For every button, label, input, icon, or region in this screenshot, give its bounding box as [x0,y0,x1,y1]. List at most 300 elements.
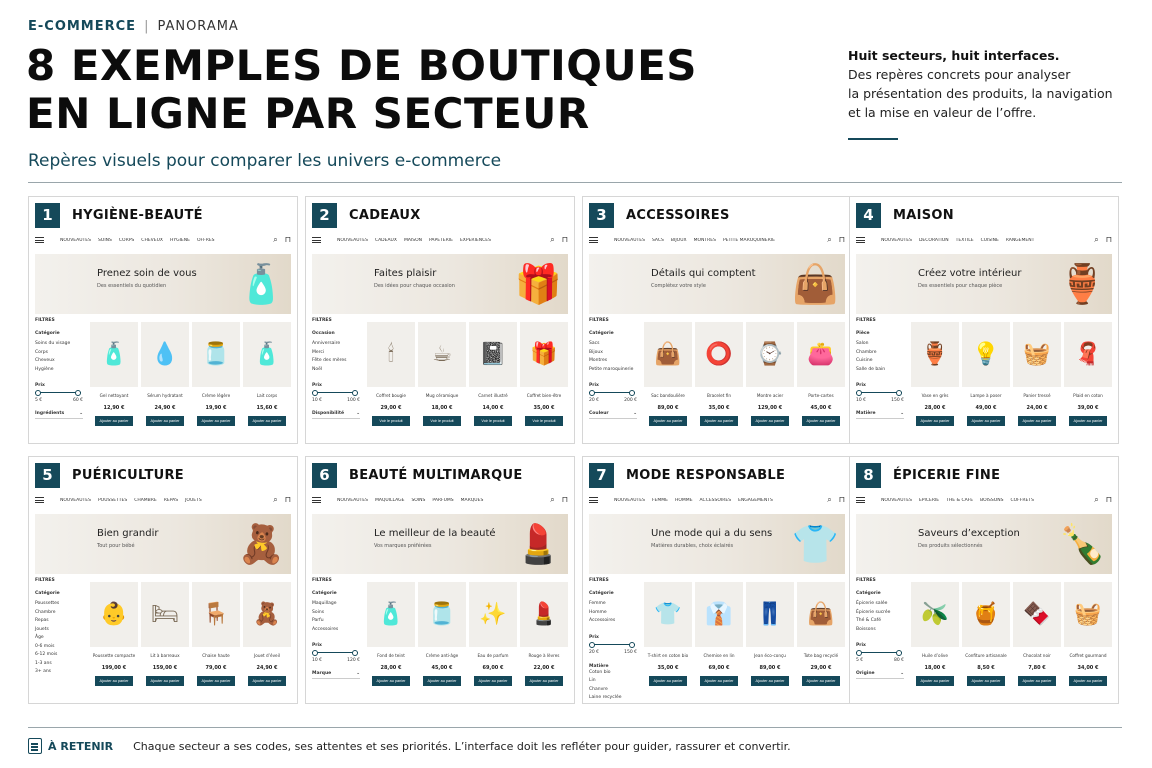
bottom-divider [28,727,1122,728]
add-to-cart-button[interactable]: Ajouter au panier [916,676,954,686]
nav-item[interactable]: CUISINE [980,237,999,243]
product-card[interactable] [192,322,240,426]
filter-option[interactable]: Chambre [856,349,877,355]
product-image[interactable]: 🏺 [911,322,959,387]
page-subtitle: Repères visuels pour comparer les univers e-commerce [28,151,502,171]
nav-item[interactable]: CADEAUX [374,237,397,243]
product-card[interactable] [243,582,291,686]
bag-icon[interactable]: ⊓ [284,235,291,244]
add-to-cart-button[interactable]: Ajouter au panier [423,676,461,686]
price-max: 80 € [893,658,904,663]
filter-option[interactable]: 3+ ans [35,669,52,674]
product-name[interactable]: Montre acier [756,393,784,398]
add-to-cart-button[interactable]: Ajouter au panier [751,416,789,426]
product-image[interactable]: 👶 [90,582,138,647]
card-header [35,202,203,228]
price-max: 200 € [624,398,637,403]
add-to-cart-button[interactable]: Ajouter au panier [700,416,738,426]
menu-icon[interactable] [856,237,865,243]
menu-icon[interactable] [35,237,44,243]
hero-banner[interactable] [589,254,845,314]
product-image[interactable]: ⭕ [695,322,743,387]
filter-option[interactable]: Coton bio [589,669,611,675]
product-name[interactable]: Coffret bougie [376,393,406,398]
product-image[interactable]: ☕ [418,322,466,387]
add-to-cart-button[interactable]: Ajouter au panier [802,676,840,686]
nav-item[interactable]: SOINS [411,497,426,503]
price-min: 10 € [312,658,323,663]
filter-option[interactable]: Corps [35,349,48,355]
filter-option[interactable]: Jouets [35,626,49,632]
filter-option[interactable]: Chanvre [589,686,608,692]
add-to-cart-button[interactable]: Ajouter au panier [1069,416,1107,426]
menu-icon[interactable] [35,497,44,503]
filter-option[interactable]: Noël [312,366,323,372]
filters-title: FILTRES [312,578,332,583]
product-name[interactable]: Eau de parfum [477,653,509,658]
product-card[interactable] [520,322,568,426]
add-to-cart-button[interactable]: Voir le produit [372,416,410,426]
product-name[interactable]: Sac bandoulière [651,393,685,398]
card-number: 6 [312,463,337,488]
nav-item[interactable]: POUSSETTES [97,497,128,503]
product-card[interactable] [695,582,743,686]
product-image[interactable]: 🧣 [1064,322,1112,387]
product-name[interactable]: Mug céramique [425,393,459,398]
product-card[interactable] [746,582,794,686]
add-to-cart-button[interactable]: Ajouter au panier [372,676,410,686]
nav-item[interactable]: OFFRES [196,237,215,243]
product-image[interactable]: 🧺 [1013,322,1061,387]
filter-dropdown[interactable] [856,411,904,419]
product-card[interactable] [418,582,466,686]
product-name[interactable]: T-shirt en coton bio [647,653,689,658]
filter-dropdown[interactable] [312,411,360,419]
product-card[interactable] [367,582,415,686]
hero-title: Saveurs d’exception [918,528,1020,539]
chevron-down-icon: ⌄ [79,411,83,416]
product-card[interactable] [911,582,959,686]
filter-option[interactable]: 1-3 ans [35,660,52,666]
product-card[interactable] [520,582,568,686]
add-to-cart-button[interactable]: Ajouter au panier [751,676,789,686]
product-image[interactable]: 👔 [695,582,743,647]
sector-name: HYGIÈNE-BEAUTÉ [72,207,203,223]
product-card[interactable] [90,322,138,426]
product-image[interactable]: 💡 [962,322,1010,387]
add-to-cart-button[interactable]: Ajouter au panier [916,416,954,426]
price-slider[interactable] [35,392,81,393]
search-icon[interactable]: ⌕ [1094,235,1099,244]
product-name[interactable]: Carnet illustré [478,393,508,398]
add-to-cart-button[interactable]: Ajouter au panier [1018,416,1056,426]
product-card[interactable] [141,582,189,686]
filter-option[interactable]: Accessoires [312,626,339,632]
product-name[interactable]: Crème anti-âge [425,653,459,658]
product-image[interactable]: 🫙 [192,322,240,387]
product-image[interactable]: 🛏 [141,582,189,647]
filter-option[interactable]: Accessoires [589,618,616,623]
nav-item[interactable]: NOUVEAUTÉS [60,497,91,503]
add-to-cart-button[interactable]: Ajouter au panier [197,416,235,426]
product-image[interactable]: 👕 [644,582,692,647]
nav-item[interactable]: CHEVEUX [141,237,163,243]
product-image[interactable]: 🧴 [243,322,291,387]
card-header [312,462,523,488]
product-image[interactable]: 💄 [520,582,568,647]
nav-item[interactable]: REPAS [163,497,179,503]
filter-option[interactable]: Parfu [312,618,324,623]
menu-icon[interactable] [312,497,321,503]
filter-dropdown-label: Matière [856,411,876,416]
product-price: 19,90 € [205,405,227,411]
product-name[interactable]: Coffret bien-être [526,393,562,398]
price-filter-label: Prix [589,383,599,388]
product-image[interactable]: 🫒 [911,582,959,647]
menu-icon[interactable] [856,497,865,503]
product-name[interactable]: Lit à barreaux [150,653,180,658]
product-card[interactable] [1013,582,1061,686]
product-image[interactable]: ✨ [469,582,517,647]
nav-item[interactable]: CORPS [118,237,135,243]
add-to-cart-button[interactable]: Ajouter au panier [146,676,184,686]
card-number: 7 [589,463,614,488]
product-image[interactable]: 👜 [644,322,692,387]
price-range [856,398,904,403]
hero-banner[interactable] [312,254,568,314]
product-name[interactable]: Coffret gourmand [1069,653,1107,658]
product-image[interactable]: 🫙 [418,582,466,647]
bag-icon[interactable]: ⊓ [1105,495,1112,504]
nav-item[interactable]: BIJOUX [670,237,687,243]
product-price: 199,00 € [101,665,127,671]
product-name[interactable]: Chocolat noir [1023,653,1051,658]
product-name[interactable]: Lampe à poser [970,393,1002,398]
price-slider[interactable] [312,392,358,393]
price-slider[interactable] [312,652,358,653]
nav-icons [273,235,291,245]
search-icon[interactable]: ⌕ [1094,495,1099,504]
nav-icons [1094,235,1112,245]
product-image[interactable]: 🎁 [520,322,568,387]
hero-banner[interactable] [312,514,568,574]
filter-option[interactable]: Bijoux [589,349,603,355]
product-card[interactable] [797,582,845,686]
search-icon[interactable]: ⌕ [550,495,555,504]
nav-item[interactable]: NOUVEAUTÉS [614,497,645,503]
product-card[interactable] [243,322,291,426]
product-image[interactable]: 👖 [746,582,794,647]
nav-item[interactable]: DÉCORATION [918,237,949,243]
price-range [856,658,904,663]
nav-item[interactable]: NOUVEAUTÉS [881,237,912,243]
add-to-cart-button[interactable]: Ajouter au panier [248,676,286,686]
product-name[interactable]: Rouge à lèvres [528,653,560,658]
product-name[interactable]: Panier tressé [1023,393,1051,398]
price-slider[interactable] [589,392,635,393]
nav-item[interactable]: MAISON [403,237,422,243]
nav-item[interactable]: HYGIÈNE [169,237,190,243]
filter-option[interactable]: Cheveux [35,358,55,363]
nav-item[interactable]: PARFUMS [432,497,454,503]
nav-item[interactable]: SACS [651,237,664,243]
filter-option[interactable]: Homme [589,609,607,615]
filter-option[interactable]: Salon [856,341,869,346]
nav-item[interactable]: ACCESSOIRES [699,497,732,503]
nav-item[interactable]: MONTRES [693,237,716,243]
nav-item[interactable]: NOUVEAUTÉS [337,497,368,503]
filter-option[interactable]: Soins [312,609,325,615]
product-name[interactable]: Confiture artisanale [965,653,1007,658]
product-card[interactable] [695,322,743,426]
product-card[interactable] [962,322,1010,426]
product-grid [367,582,568,686]
nav-item[interactable]: SOINS [97,237,112,243]
price-slider[interactable] [856,392,902,393]
add-to-cart-button[interactable]: Ajouter au panier [1069,676,1107,686]
add-to-cart-button[interactable]: Ajouter au panier [95,676,133,686]
product-card[interactable] [797,322,845,426]
nav-item[interactable]: FEMME [651,497,668,503]
card-header [35,462,184,488]
nav-item[interactable]: NOUVEAUTÉS [881,497,912,503]
nav-item[interactable]: NOUVEAUTÉS [337,237,368,243]
product-price: 28,00 € [380,665,402,671]
nav-item[interactable]: ÉPICERIE [918,497,940,503]
filter-option[interactable]: Femme [589,601,606,606]
filters-sidebar [35,578,83,677]
filter-option[interactable]: Repas [35,618,49,623]
nav-items [337,238,550,243]
search-icon[interactable]: ⌕ [827,235,832,244]
hero-banner[interactable] [589,514,845,574]
search-icon[interactable]: ⌕ [550,235,555,244]
search-icon[interactable]: ⌕ [273,235,278,244]
product-image[interactable]: 🧴 [90,322,138,387]
product-name[interactable]: Sérum hydratant [147,393,183,398]
nav-item[interactable]: RANGEMENT [1005,237,1035,243]
filter-option[interactable]: Boissons [856,626,876,632]
product-name[interactable]: Plaid en coton [1073,393,1103,398]
product-card[interactable] [962,582,1010,686]
filter-option[interactable]: 6-12 mois [35,652,58,657]
hero-subtitle: Complétez votre style [651,283,706,289]
filter-option[interactable]: Chambre [35,609,56,615]
product-image[interactable]: ⌚ [746,322,794,387]
product-card[interactable] [911,322,959,426]
filter-option[interactable]: Soins du visage [35,341,71,346]
store-card [305,456,575,704]
filter-option[interactable]: Petite maroquinerie [589,366,634,372]
product-image[interactable]: 🧸 [243,582,291,647]
filter-option[interactable]: Poussettes [35,601,60,606]
add-to-cart-button[interactable]: Ajouter au panier [197,676,235,686]
product-price: 45,00 € [431,665,453,671]
card-header [312,202,421,228]
menu-icon[interactable] [589,237,598,243]
filter-option[interactable]: Hygiène [35,366,54,372]
filter-option[interactable]: Lin [589,678,596,683]
nav-item[interactable]: ENGAGEMENTS [738,497,773,503]
kicker-brand: E-COMMERCE [28,19,137,34]
filter-dropdown[interactable] [312,671,360,679]
add-to-cart-button[interactable]: Ajouter au panier [649,416,687,426]
filter-option[interactable]: Épicerie sucrée [856,609,891,615]
nav-item[interactable]: PAPETERIE [429,237,453,243]
filter-option[interactable]: Laine recyclée [589,695,622,700]
nav-item[interactable]: BOISSONS [980,497,1004,503]
filter-option[interactable]: Thé & Café [856,618,881,623]
product-card[interactable] [644,582,692,686]
nav-item[interactable]: MAQUILLAGE [374,497,405,503]
nav-item[interactable]: NOUVEAUTÉS [614,237,645,243]
product-card[interactable] [1064,582,1112,686]
product-card[interactable] [469,582,517,686]
price-filter-label: Prix [35,383,45,388]
filter-option[interactable]: Cuisine [856,358,873,363]
add-to-cart-button[interactable]: Ajouter au panier [802,416,840,426]
bag-icon[interactable]: ⊓ [284,495,291,504]
hero-banner[interactable] [35,514,291,574]
product-price: 49,00 € [975,405,997,411]
nav-item[interactable]: TEXTILE [955,237,974,243]
nav-item[interactable]: PETITE MAROQUINERIE [722,237,775,243]
add-to-cart-button[interactable]: Ajouter au panier [248,416,286,426]
product-name[interactable]: Jouet d’éveil [254,653,280,658]
filter-option[interactable]: Maquillage [312,601,337,606]
price-max: 60 € [72,398,83,403]
product-image[interactable]: 💧 [141,322,189,387]
nav-item[interactable]: CHAMBRE [134,497,157,503]
filter-option[interactable]: Anniversaire [312,341,341,346]
add-to-cart-button[interactable]: Ajouter au panier [1018,676,1056,686]
nav-item[interactable]: MARQUES [460,497,484,503]
product-card[interactable] [469,322,517,426]
add-to-cart-button[interactable]: Voir le produit [423,416,461,426]
filter-option[interactable]: Âge [35,635,44,640]
menu-icon[interactable] [312,237,321,243]
product-name[interactable]: Gel nettoyant [99,393,129,398]
filter-option[interactable]: Salle de bain [856,366,886,372]
add-to-cart-button[interactable]: Ajouter au panier [95,416,133,426]
product-name[interactable]: Jean éco-conçu [754,653,786,658]
product-image[interactable]: 🪑 [192,582,240,647]
add-to-cart-button[interactable]: Voir le produit [525,416,563,426]
nav-item[interactable]: JOUETS [185,497,202,503]
add-to-cart-button[interactable]: Ajouter au panier [700,676,738,686]
nav-item[interactable]: NOUVEAUTÉS [60,237,91,243]
price-slider[interactable] [589,644,635,645]
bag-icon[interactable]: ⊓ [561,235,568,244]
store-card [305,196,575,444]
nav-item[interactable]: COFFRETS [1010,497,1034,503]
hero-banner[interactable] [35,254,291,314]
product-name[interactable]: Fond de teint [377,653,405,658]
add-to-cart-button[interactable]: Ajouter au panier [146,416,184,426]
product-card[interactable] [141,322,189,426]
product-image[interactable]: 👜 [797,582,845,647]
bag-icon[interactable]: ⊓ [838,235,845,244]
filters-sidebar [856,578,904,679]
filter-option[interactable]: Montres [589,358,608,363]
product-card[interactable] [1013,322,1061,426]
product-name[interactable]: Lait corps [256,393,278,398]
product-image[interactable]: 🧺 [1064,582,1112,647]
product-image[interactable]: 🍫 [1013,582,1061,647]
nav-icons [827,495,845,505]
product-card[interactable] [192,582,240,686]
product-card[interactable] [418,322,466,426]
product-card[interactable] [367,322,415,426]
nav-item[interactable]: THÉ & CAFÉ [946,497,974,503]
product-card[interactable] [644,322,692,426]
product-name[interactable]: Crème légère [201,393,231,398]
product-name[interactable]: Huile d’olive [922,653,948,658]
filter-dropdown[interactable] [589,411,637,419]
product-image[interactable]: 📓 [469,322,517,387]
product-name[interactable]: Poussette compacte [92,653,136,658]
product-name[interactable]: Vase en grès [921,393,949,398]
hero-banner[interactable] [856,254,1112,314]
filter-option[interactable]: Sacs [589,341,600,346]
add-to-cart-button[interactable]: Ajouter au panier [967,416,1005,426]
hero-banner[interactable] [856,514,1112,574]
kicker-section: PANORAMA [157,19,239,34]
add-to-cart-button[interactable]: Ajouter au panier [474,676,512,686]
filter-option[interactable]: Merci [312,349,325,355]
search-icon[interactable]: ⌕ [827,495,832,504]
product-name[interactable]: Chemise en lin [703,653,735,658]
filter-option[interactable]: Fête des mères [312,358,347,363]
price-slider[interactable] [856,652,902,653]
menu-icon[interactable] [589,497,598,503]
product-price: 34,00 € [1077,665,1099,671]
add-to-cart-button[interactable]: Ajouter au panier [649,676,687,686]
search-icon[interactable]: ⌕ [273,495,278,504]
product-price: 18,00 € [431,405,453,411]
product-image[interactable]: 🕯 [367,322,415,387]
product-name[interactable]: Chaise haute [202,653,230,658]
filter-option[interactable]: 0-6 mois [35,643,55,649]
product-image[interactable]: 👛 [797,322,845,387]
filter-dropdown[interactable] [35,411,83,419]
bag-icon[interactable]: ⊓ [838,495,845,504]
product-name[interactable]: Porte-cartes [808,393,834,398]
add-to-cart-button[interactable]: Ajouter au panier [967,676,1005,686]
product-card[interactable] [746,322,794,426]
filter-option[interactable]: Épicerie salée [856,601,888,606]
add-to-cart-button[interactable]: Voir le produit [474,416,512,426]
product-card[interactable] [1064,322,1112,426]
material-filter-label: Matière [589,663,609,669]
store-nav [589,235,845,245]
price-max: 120 € [347,658,360,663]
nav-items [881,238,1094,243]
filter-dropdown[interactable] [856,671,904,679]
product-image[interactable]: 🧴 [367,582,415,647]
product-image[interactable]: 🍯 [962,582,1010,647]
nav-item[interactable]: HOMME [675,497,693,503]
product-card[interactable] [90,582,138,686]
nav-item[interactable]: EXPÉRIENCES [459,237,491,243]
product-name[interactable]: Bracelet fin [706,393,732,398]
category-label: Catégorie [589,591,614,596]
sector-name: MODE RESPONSABLE [626,467,786,483]
bag-icon[interactable]: ⊓ [561,495,568,504]
bag-icon[interactable]: ⊓ [1105,235,1112,244]
add-to-cart-button[interactable]: Ajouter au panier [525,676,563,686]
product-name[interactable]: Tote bag recyclé [803,653,839,658]
